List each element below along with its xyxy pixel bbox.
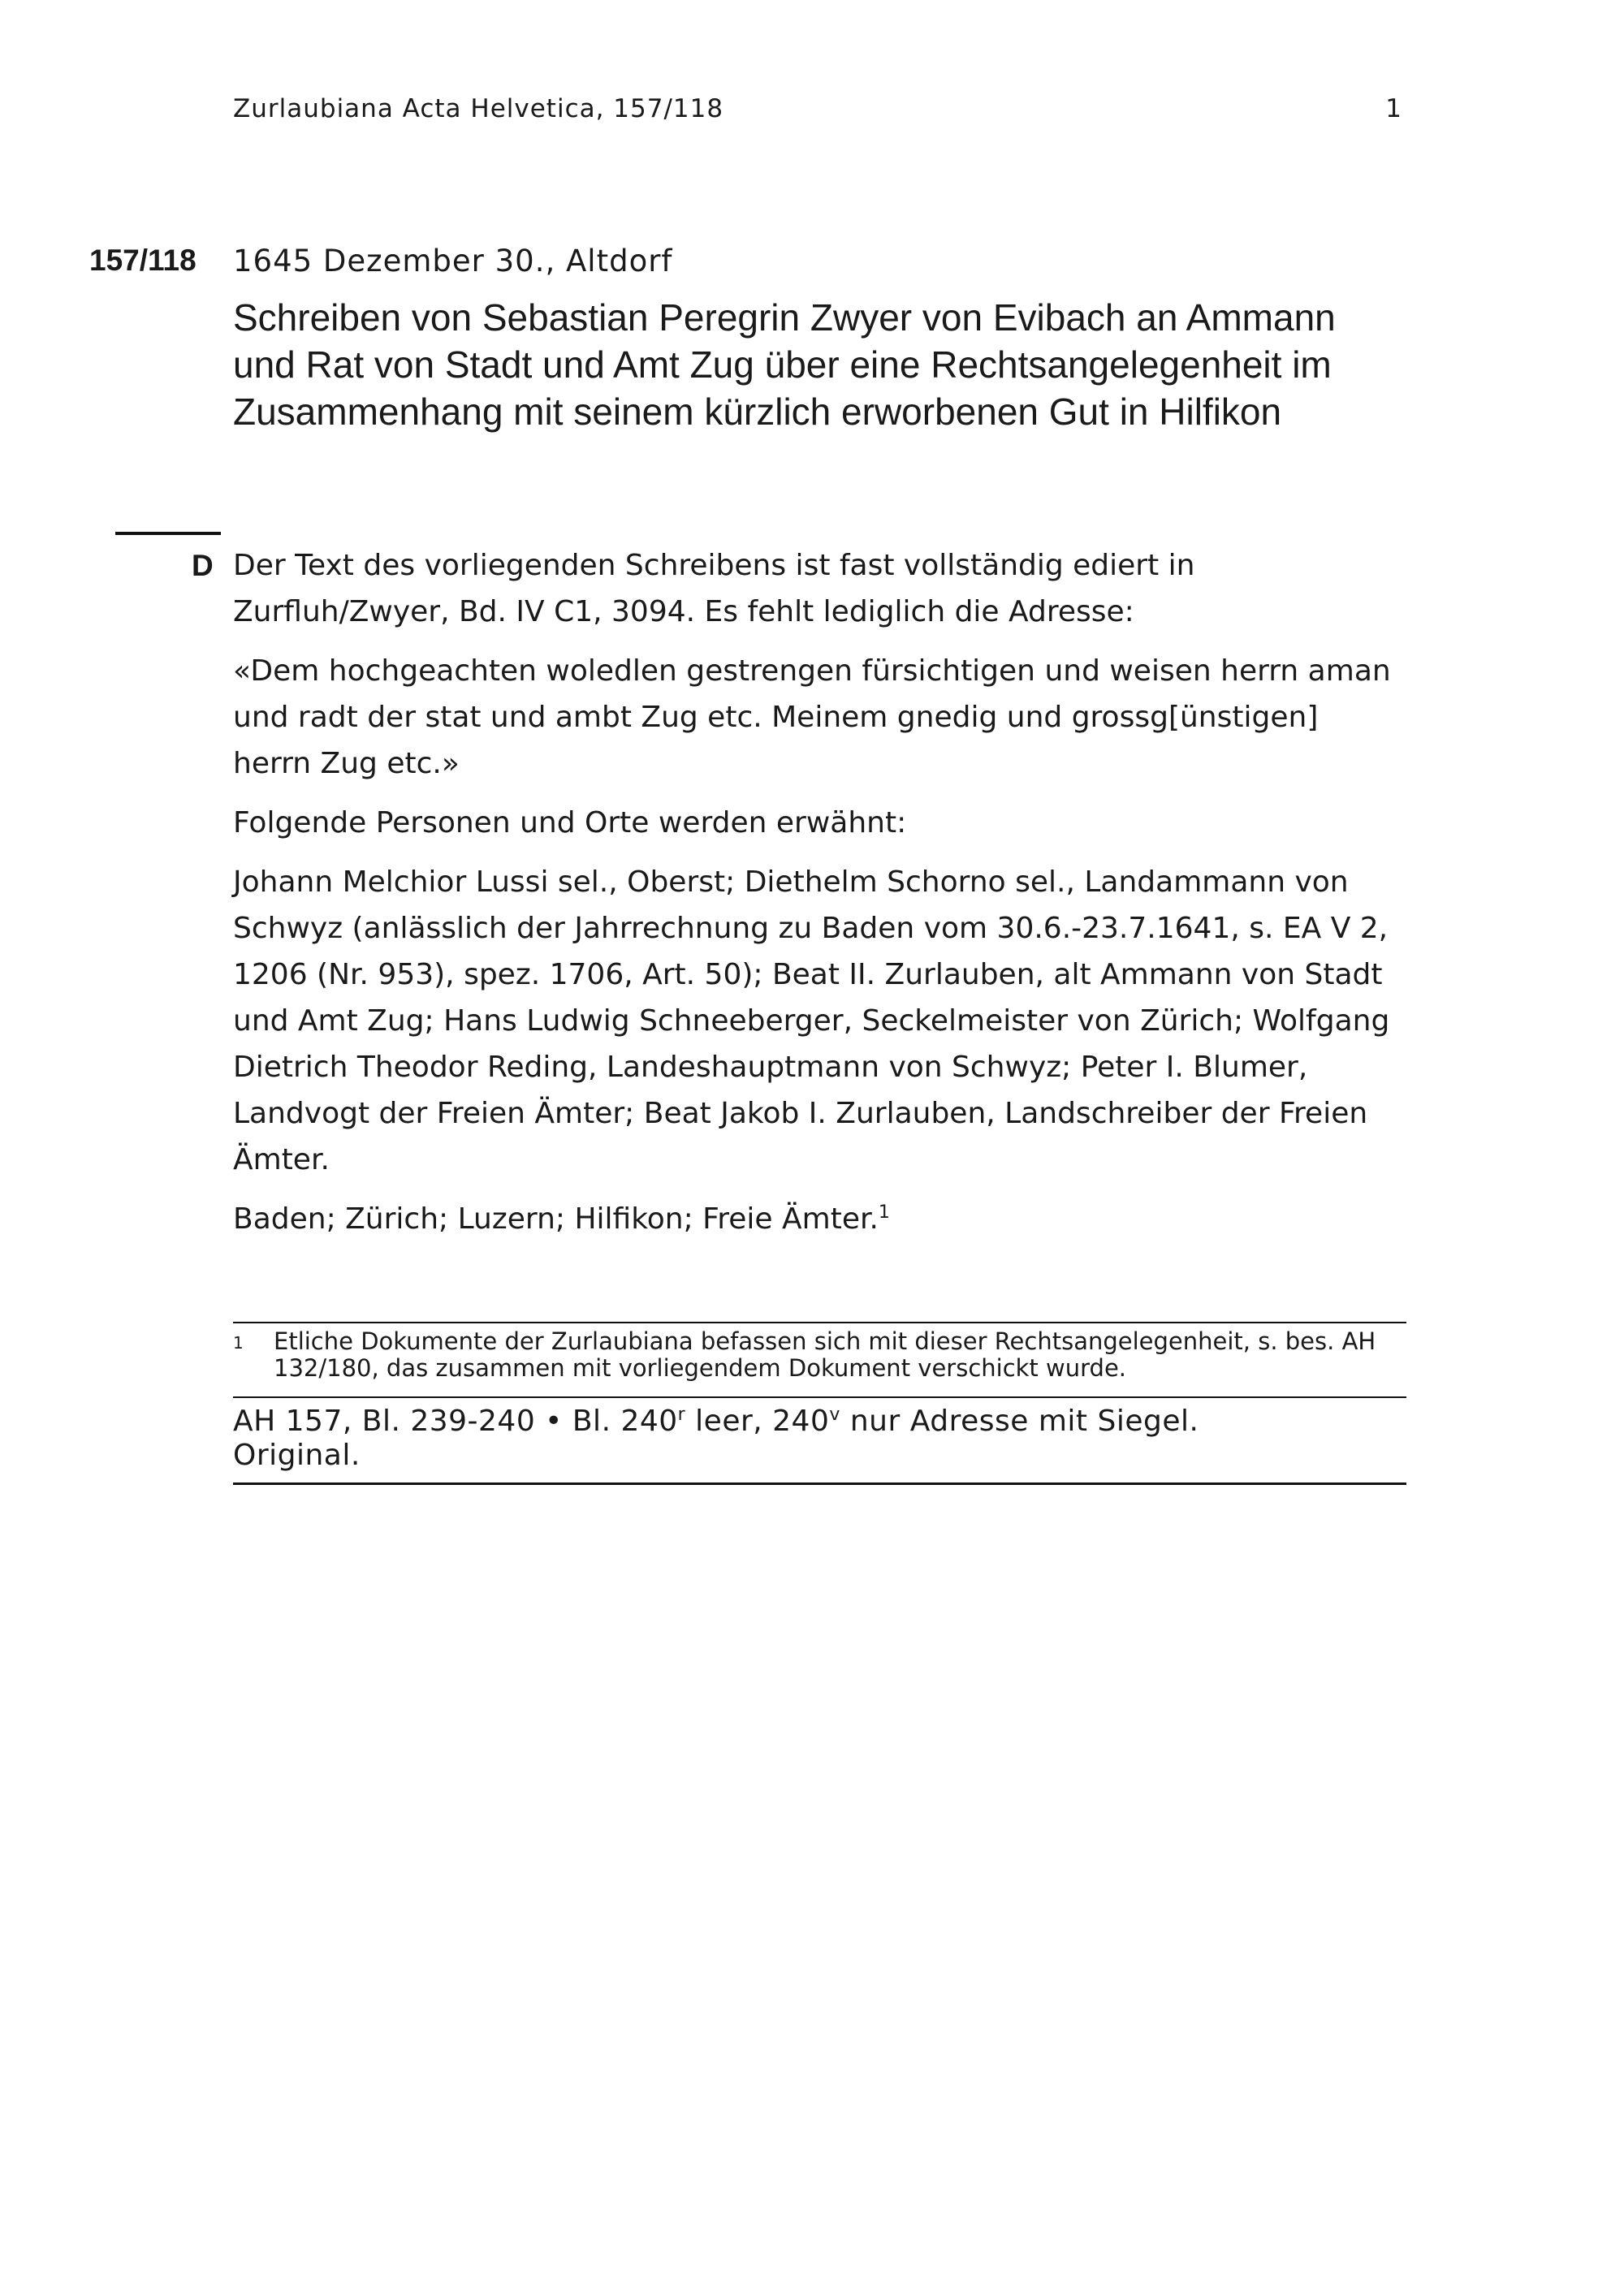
source-description <box>233 1405 1402 1473</box>
paragraph-address: «Dem hochgeachten woledlen gestrengen fürsichtigen und weisen herrn aman und radt der stat und ambt Zug etc. Meinem gnedig und grossg[ünstigen] herrn Zug etc.» <box>233 654 1391 780</box>
footnote-text: Etliche Dokumente der Zurlaubiana befassen sich mit dieser Rechtsangelegenheit, s. bes. AH 132/180, das zusammen mit vorliegendem Dokument verschickt wurde. <box>274 1327 1376 1382</box>
paragraph-mentioned-intro: Folgende Personen und Orte werden erwähnt: <box>233 806 907 839</box>
section-marker: D <box>192 549 214 582</box>
source-folio: AH 157, Bl. 239-240 • Bl. 240 <box>233 1405 678 1438</box>
paragraph-persons: Johann Melchior Lussi sel., Oberst; Diethelm Schorno sel., Landammann von Schwyz (anlässlich der Jahrrechnung zu Baden vom 30.6.-23.7.1641, s. EA V 2, 1206 (Nr. 953), spez. 1706, Art. 50); Beat II. Zurlauben, alt Ammann von Stadt und Amt Zug; Hans Ludwig Schneeberger, Seckelmeister von Zürich; Wolfgang Dietrich Theodor Reding, Landeshauptmann von Schwyz; Peter I. Blumer, Landvogt der Freien Ämter; Beat Jakob I. Zurlauben, Landschreiber der Freien Ämter. <box>233 865 1390 1176</box>
running-title: Zurlaubiana Acta Helvetica, 157/118 <box>233 94 724 123</box>
source-divider <box>233 1482 1406 1485</box>
footnote-divider <box>233 1322 1406 1323</box>
places-text: Baden; Zürich; Luzern; Hilfikon; Freie Ämter. <box>233 1202 879 1236</box>
paragraph-edition-note: Der Text des vorliegenden Schreibens ist fast vollständig ediert in Zurfluh/Zwyer, Bd. IV C1, 3094. Es fehlt lediglich die Adresse: <box>233 549 1195 628</box>
footnote-mark: 1 <box>233 1333 244 1353</box>
entry-date-place: 1645 Dezember 30., Altdorf <box>233 244 673 278</box>
verso-mark: v <box>829 1405 840 1425</box>
entry-number: 157/118 <box>89 244 197 277</box>
footnote-reference[interactable]: 1 <box>878 1202 890 1223</box>
footnote-bottom-divider <box>233 1396 1406 1398</box>
section-divider <box>115 532 221 535</box>
page-number: 1 <box>1385 94 1402 123</box>
paragraph-places <box>233 1196 1402 1242</box>
section-body <box>233 542 1402 1255</box>
entry-title: Schreiben von Sebastian Peregrin Zwyer von Evibach an Ammann und Rat von Stadt und Amt Zug über eine Rechtsangelegenheit im Zusammenhang mit seinem kürzlich erworbenen Gut in Hilfikon <box>233 296 1336 433</box>
source-folio-address: nur Adresse mit Siegel. <box>840 1405 1199 1438</box>
recto-mark: r <box>677 1405 686 1425</box>
source-folio-blank: leer, 240 <box>685 1405 830 1438</box>
running-header <box>233 94 1402 123</box>
source-line-1 <box>233 1405 1402 1439</box>
source-line-2: Original. <box>233 1439 361 1472</box>
footnote <box>233 1328 1402 1382</box>
